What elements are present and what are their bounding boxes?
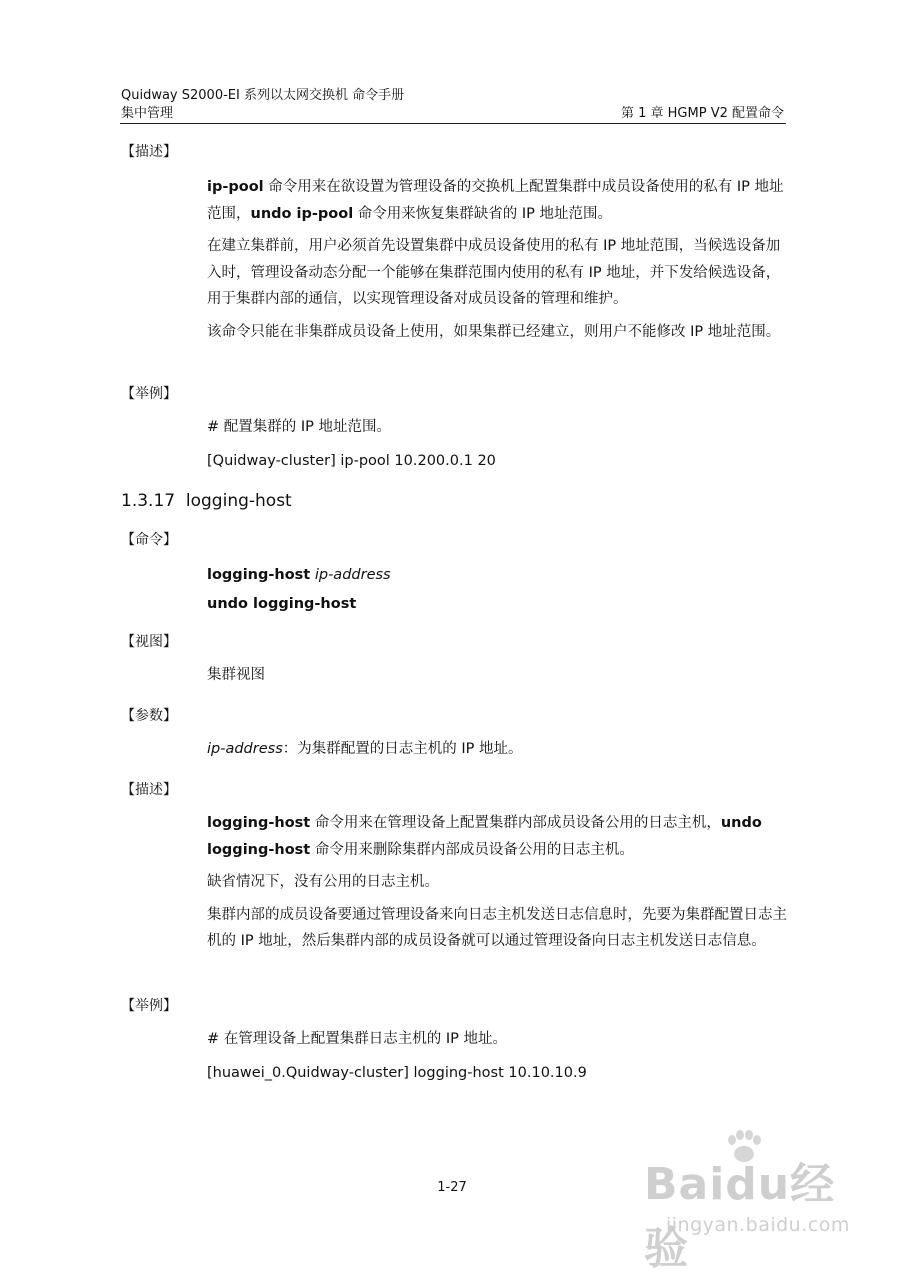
command-line [207, 562, 787, 589]
example-command: [huawei_0.Quidway-cluster] logging-host 10.10.10.9 [207, 1064, 587, 1081]
text: ：为集群配置的日志主机的 IP 地址。 [282, 741, 523, 757]
logging-host-example [207, 1026, 787, 1086]
command-keyword: undo logging-host [207, 815, 762, 858]
baidu-watermark [640, 1130, 870, 1274]
description-paragraph: 该命令只能在非集群成员设备上使用，如果集群已经建立，则用户不能修改 IP 地址范围。 [207, 323, 781, 340]
description-paragraph [207, 174, 787, 227]
command-keyword: logging-host [207, 815, 311, 831]
command-line: undo logging-host [207, 595, 357, 612]
view-text: 集群视图 [207, 667, 265, 683]
watermark-url: jingyan.baidu.com [666, 1214, 850, 1236]
text: 命令用来恢复集群缺省的 IP 地址范围。 [353, 205, 613, 222]
command-parameter: ip-address [314, 567, 391, 583]
ip-pool-example [207, 414, 787, 474]
page-number: 1-27 [437, 1180, 467, 1195]
watermark-brand: Baidu经验 [644, 1159, 836, 1274]
parameter-name: ip-address [207, 741, 283, 757]
text: 命令用来在管理设备上配置集群内部成员设备公用的日志主机， [310, 815, 721, 831]
text: 命令用来在欲设置为管理设备的交换机上配置集群中成员设备使用的私有 IP 地址范围， [207, 179, 784, 222]
description-paragraph [207, 810, 787, 863]
section-label-parameters: 【参数】 [121, 708, 177, 724]
section-number: 1.3.17 [121, 491, 176, 511]
section-label-description: 【描述】 [121, 144, 177, 160]
parameter-description [207, 736, 787, 763]
section-label-example: 【举例】 [121, 998, 177, 1014]
example-comment: # 在管理设备上配置集群日志主机的 IP 地址。 [207, 1031, 507, 1047]
command-keyword: logging-host [207, 567, 311, 583]
description-paragraph: 集群内部的成员设备要通过管理设备来向日志主机发送日志信息时，先要为集群配置日志主机的 IP 地址，然后集群内部的成员设备就可以通过管理设备向日志主机发送日志信息。 [207, 906, 787, 949]
description-paragraph: 缺省情况下，没有公用的日志主机。 [207, 874, 439, 890]
command-syntax [207, 562, 787, 617]
text: 命令用来删除集群内部成员设备公用的日志主机。 [310, 841, 634, 858]
section-heading [121, 490, 292, 512]
example-command: [Quidway-cluster] ip-pool 10.200.0.1 20 [207, 452, 496, 469]
section-label-example: 【举例】 [121, 386, 177, 402]
section-label-command: 【命令】 [121, 532, 177, 548]
example-comment: # 配置集群的 IP 地址范围。 [207, 419, 391, 435]
section-label-description: 【描述】 [121, 782, 177, 798]
header-chapter-title: 第 1 章 HGMP V2 配置命令 [620, 106, 784, 121]
header-divider [120, 123, 786, 124]
ip-pool-description [207, 174, 787, 345]
logging-host-description [207, 810, 787, 955]
command-keyword: undo ip-pool [250, 205, 354, 222]
description-paragraph: 在建立集群前，用户必须首先设置集群中成员设备使用的私有 IP 地址范围，当候选设备加入时，管理设备动态分配一个能够在集群范围内使用的私有 IP 地址，并下发给候选设备，用于集群内部的通信，以实现管理设备对成员设备的管理和维护。 [207, 238, 781, 307]
header-section-name: 集中管理 [121, 106, 174, 121]
section-title: logging-host [185, 491, 292, 511]
header-manual-title: Quidway S2000-EI 系列以太网交换机 命令手册 [121, 88, 405, 103]
section-label-view: 【视图】 [121, 634, 177, 650]
command-keyword: ip-pool [207, 179, 264, 195]
